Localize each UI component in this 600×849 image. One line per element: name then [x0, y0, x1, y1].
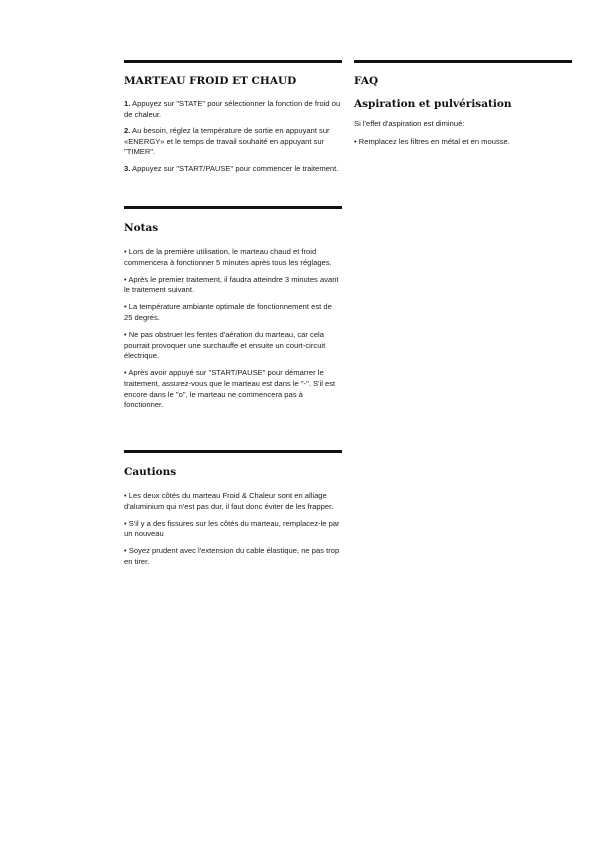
cautions-item-1: • Les deux côtés du marteau Froid & Chaleur sont en alliage d'aluminium qui n'est pas dur, il faut donc éviter de les frapper. — [124, 491, 334, 511]
marteau-title: MARTEAU FROID ET CHAUD — [124, 75, 297, 87]
notas-item-2: • Après le premier traitement, il faudra atteindre 3 minutes avant le traitement suivant. — [124, 274, 339, 295]
notas-item-4: • Ne pas obstruer les fentes d'aération du marteau, car cela pourrait provoquer une surchauffe et ensuite un court-circuit électrique. — [124, 330, 326, 361]
faq-item-1: • Remplacez les filtres en métal et en mousse. — [354, 136, 510, 146]
section-rule — [124, 450, 342, 453]
step-3: 3. Appuyez sur "START/PAUSE" pour commencer le traitement. — [124, 163, 339, 173]
section-rule — [124, 206, 342, 209]
notas-item-1: • Lors de la première utilisation, le marteau chaud et froid commencera à fonctionner 5 minutes après tous les réglages. — [124, 247, 332, 267]
notas-title: Notas — [124, 222, 159, 234]
faq-intro: Si l'effet d'aspiration est diminué: — [354, 119, 465, 128]
cautions-section — [124, 450, 342, 574]
section-rule — [124, 60, 342, 63]
cautions-title: Cautions — [124, 466, 177, 478]
notas-section — [124, 206, 342, 417]
faq-section — [354, 60, 572, 154]
faq-title: FAQ — [354, 75, 379, 87]
marteau-section — [124, 60, 342, 181]
section-rule — [354, 60, 572, 63]
step-1: 1. Appuyez sur "STATE" pour sélectionner la fonction de froid ou de chaleur. — [124, 99, 341, 119]
notas-item-5: • Après avoir appuyé sur "START/PAUSE" pour démarrer le traitement, assurez-vous que le marteau est dans le "-". S'il est encore dans le "o", le marteau ne commencera pas à fonctionner. — [124, 368, 336, 410]
faq-subtitle: Aspiration et pulvérisation — [354, 98, 512, 110]
notas-item-3: • La température ambiante optimale de fonctionnement est de 25 degrés. — [124, 302, 332, 322]
cautions-item-3: • Soyez prudent avec l'extension du cable élastique, ne pas trop en tirer. — [124, 546, 340, 566]
step-2: 2. Au besoin, réglez la température de sortie en appuyant sur «ENERGY» et le temps de travail souhaité en appuyant sur "TIMER". — [124, 126, 330, 157]
cautions-item-2: • S'il y a des fissures sur les côtés du marteau, remplacez-le par un nouveau — [124, 518, 340, 539]
